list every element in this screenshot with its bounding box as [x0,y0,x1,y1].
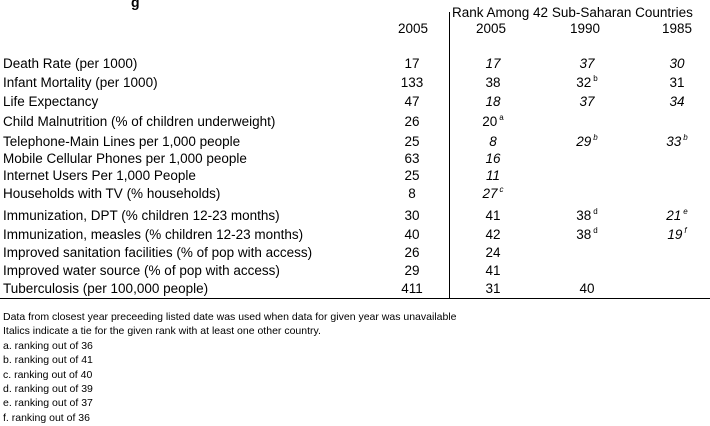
row-rank-2005 [463,75,523,90]
column-divider [449,12,450,299]
row-rank-2005 [463,56,523,71]
row-label: Death Rate (per 1000) [3,56,138,71]
cut-off-title-fragment: g [131,0,140,10]
rank-header-title: Rank Among 42 Sub-Saharan Countries [452,5,693,20]
footnote-line: a. ranking out of 36 [3,340,93,352]
rank-value: 41 [485,208,501,223]
rank-value: 20 [482,114,498,129]
row-value-2005: 30 [404,208,420,223]
rank-value: 38 [485,75,501,90]
row-rank-1990 [557,134,617,149]
row-value-2005: 25 [404,134,420,149]
rank-value: 33 [666,134,682,149]
rank-value: 37 [579,94,595,109]
footnote-marker: b [683,133,688,142]
rank-value: 31 [485,281,501,296]
footnote-line: c. ranking out of 40 [3,369,93,381]
footnote-marker: b [593,74,598,83]
row-label: Households with TV (% households) [3,186,221,201]
row-label: Telephone-Main Lines per 1,000 people [3,134,241,149]
rank-value: 37 [579,56,595,71]
row-label: Child Malnutrition (% of children underweight) [3,114,276,129]
row-rank-2005 [463,281,523,296]
footnote-line: e. ranking out of 37 [3,397,93,409]
row-rank-1990 [557,281,617,296]
rank-value: 24 [485,245,501,260]
row-value-2005: 8 [408,186,416,201]
rank-value: 21 [666,208,682,223]
row-rank-1985 [647,134,707,149]
row-value-2005: 29 [404,263,420,278]
row-rank-1985 [647,208,707,223]
row-rank-1985 [647,94,707,109]
row-label: Mobile Cellular Phones per 1,000 people [3,151,247,166]
rank-year-2005-header: 2005 [476,21,507,36]
row-label: Immunization, measles (% children 12-23 months) [3,227,304,242]
rank-value: 16 [485,151,501,166]
row-rank-1990 [557,75,617,90]
rank-value: 34 [669,94,685,109]
row-value-2005: 26 [404,245,420,260]
footnote-line: Data from closest year preceeding listed date was used when data for given year was unavailable [3,311,457,323]
rank-value: 18 [485,94,501,109]
row-value-2005: 47 [404,94,420,109]
rank-value: 40 [579,281,595,296]
footnote-marker: d [593,207,598,216]
row-rank-1990 [557,56,617,71]
table-bottom-rule [0,298,710,299]
row-value-2005: 17 [404,56,420,71]
rank-value: 42 [485,227,501,242]
footnote-line: b. ranking out of 41 [3,354,93,366]
rank-value: 31 [669,75,685,90]
rank-value: 27 [482,186,498,201]
footnote-marker: b [593,133,598,142]
row-rank-2005 [463,134,523,149]
rank-value: 8 [489,134,497,149]
row-label: Immunization, DPT (% children 12-23 months) [3,208,280,223]
footnote-marker: d [593,226,598,235]
rank-value: 29 [576,134,592,149]
row-rank-2005 [463,227,523,242]
row-label: Improved water source (% of pop with access) [3,263,280,278]
row-value-2005: 411 [401,281,423,296]
row-label: Tuberculosis (per 100,000 people) [3,281,209,296]
row-label: Life Expectancy [3,94,99,109]
footnote-marker: a [499,113,504,122]
rank-value: 41 [485,263,501,278]
footnote-marker: c [499,185,504,194]
rank-value: 38 [576,208,592,223]
rank-year-1990-header: 1990 [570,21,601,36]
row-rank-1990 [557,227,617,242]
value-year-header: 2005 [398,21,429,36]
rank-value: 38 [576,227,592,242]
footnote-line: Italics indicate a tie for the given rank with at least one other country. [3,325,321,337]
row-value-2005: 25 [404,168,420,183]
row-rank-1985 [647,56,707,71]
row-rank-1985 [647,75,707,90]
row-rank-2005 [463,208,523,223]
row-rank-1990 [557,94,617,109]
row-rank-2005 [463,151,523,166]
row-label: Improved sanitation facilities (% of pop with access) [3,245,313,260]
rank-value: 11 [485,168,500,183]
footnote-marker: e [683,207,688,216]
footnote-marker: f [684,226,687,235]
footnote-line: f. ranking out of 36 [3,412,90,424]
rank-value: 32 [576,75,592,90]
rank-value: 19 [667,227,683,242]
row-rank-2005 [463,168,523,183]
row-rank-1985 [647,227,707,242]
row-rank-1990 [557,208,617,223]
row-rank-2005 [463,114,523,129]
row-rank-2005 [463,94,523,109]
row-rank-2005 [463,245,523,260]
row-rank-2005 [463,263,523,278]
rank-value: 17 [485,56,501,71]
row-value-2005: 40 [404,227,420,242]
row-value-2005: 26 [404,114,420,129]
row-rank-2005 [463,186,523,201]
footnote-line: d. ranking out of 39 [3,383,93,395]
rank-year-1985-header: 1985 [662,21,693,36]
rank-value: 30 [669,56,685,71]
row-label: Infant Mortality (per 1000) [3,75,158,90]
row-label: Internet Users Per 1,000 People [3,168,196,183]
row-value-2005: 133 [400,75,424,90]
row-value-2005: 63 [404,151,420,166]
